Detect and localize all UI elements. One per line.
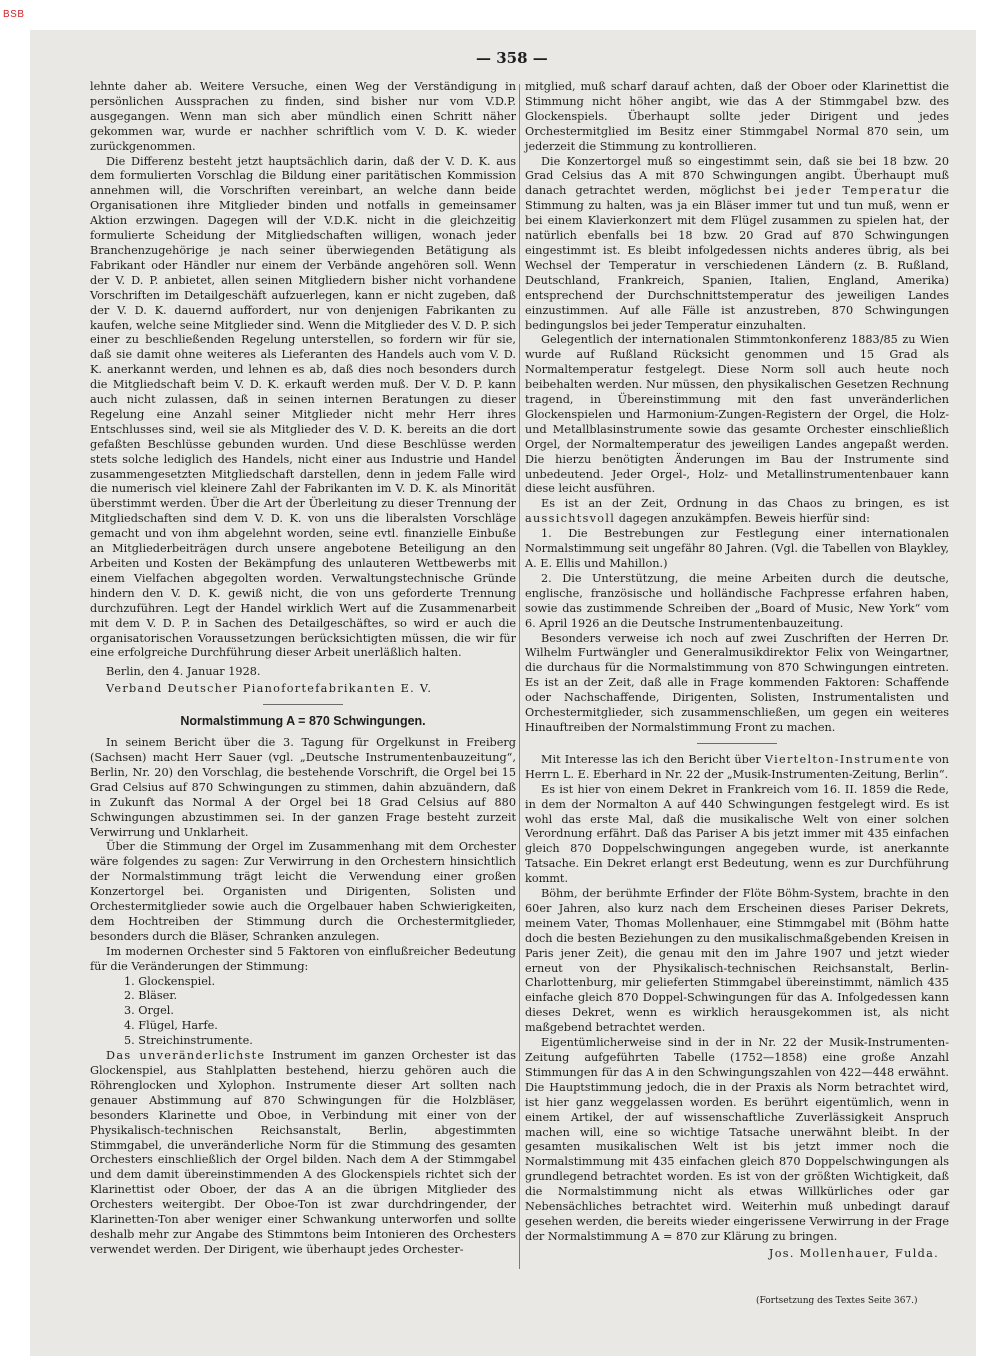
paragraph (525, 155, 949, 334)
paragraph: Böhm, der berühmte Erfinder der Flöte Böhm-System, brachte in den 60er Jahren, also kurz nach dem Erscheinen dieses Pariser Dekrets, meinem Vater, Thomas Mollenhauer, eine Stimmgabel mit (Böhm hatte doch die besten Beziehungen zu den musikalischmaßgebenden Kreisen in Paris jener Zeit), die genau mit den im Jahre 1907 und jetzt wieder erneut von der Physikalisch-technischen Reichsanstalt, Berlin-Charlottenburg, mir gelieferten Stimmgabel übereinstimmt, nämlich 435 einfache gleich 870 Doppel-Schwingungen für das A. Infolgedessen kann dieses Dekret, wenn es wirklich herausgekommen ist, als nicht maßgebend betrachtet werden. (525, 887, 949, 1035)
paragraph (90, 1049, 516, 1258)
spaced-emphasis: aussichtsvoll (525, 512, 616, 526)
separator (697, 743, 777, 744)
paragraph: Im modernen Orchester sind 5 Faktoren von einflußreicher Bedeutung für die Veränderungen der Stimmung: (90, 944, 516, 973)
continuation-note: (Fortsetzung des Textes Seite 367.) (756, 1296, 918, 1306)
paragraph-text: Instrument im ganzen Orchester ist das Glockenspiel, aus Stahlplatten bestehend, hierzu gehören auch die Röhrenglocken und Xylophon. Instrumente dieser Art sollten nach genauer Abstimmung auf 870 Schwingungen für die Holzbläser, besonders Klarinette und Oboe, in Verbindung mit einer von der Physikalisch-technischen Reichsanstalt, Berlin, abgestimmten Stimmgabel, die unveränderliche Norm für die Stimmung des gesamten Orchesters einschließlich der Orgel bilden. Nach dem A der Stimmgabel und dem damit übereinstimmenden A des Glockenspiels richtet sich der Klarinettist oder Oboer, der das A an die übrigen Mitglieder des Orchesters weitergibt. Der Oboe-Ton ist zwar durchdringender, der Klarinetten-Ton aber weniger einer Schwankung unterworfen und sollte deshalb mehr zur Angabe des Stimmtons beim Intonieren des Orchesters verwendet werden. Der Dirigent, wie überhaupt jedes Orchester- (90, 1049, 516, 1256)
association-signature: Verband Deutscher Pianofortefabrikanten E. V. (106, 682, 433, 696)
paragraph (525, 753, 949, 783)
paragraph: 2. Die Unterstützung, die meine Arbeiten durch die deutsche, englische, französische und holländische Fachpresse erfahren haben, sowie das zustimmende Schreiben der „Board of Music, New York“ vom 6. April 1926 an die Deutsche Instrumentenbauzeitung. (525, 571, 949, 630)
paragraph-text: Es ist an der Zeit, Ordnung in das Chaos zu bringen, es ist (541, 497, 949, 511)
paragraph: Gelegentlich der internationalen Stimmtonkonferenz 1883/85 zu Wien wurde auf Rußland Rücksicht genommen und 15 Grad als Normaltemperatur festgelegt. Diese Norm soll auch heute noch beibehalten werden. Nur müssen, den physikalischen Gesetzen Rechnung tragend, in Übereinstimmung mit den fast unveränderlichen Glockenspielen und Harmonium-Zungen-Registern der Orgel, die Holz- und Metallblasinstrumente sowie das gesamte Orchester einschließlich Orgel, der Normaltemperatur des jeweiligen Landes angepaßt werden. Die hierzu benötigten Änderungen im Bau der Instrumente sind unbedeutend. Jeder Orgel-, Holz- und Metallinstrumentenbauer kann diese leicht ausführen. (525, 333, 949, 496)
factor-list (124, 975, 516, 1050)
paragraph: Die Differenz besteht jetzt hauptsächlich darin, daß der V. D. K. aus dem formulierten Vorschlag die Bildung einer paritätischen Kommission annehmen will, die Vorschriften vereinbart, an welche dann beide Organisationen ihre Mitglieder binden und notfalls in gemeinsamer Aktion erzwingen. Dagegen will der V.D.K. nicht in die gleichzeitig formulierte Scheidung der Mitgliedschaften willigen, wonach jeder Branchenzugehörige je nach seiner überwiegenden Betätigung als Fabrikant oder Händler nur einem der Verbände angehören soll. Wenn der V. D. P. anbietet, allen seinen Mitgliedern bisher nicht vorhandene Vorschriften im Detailgeschäft aufzuerlegen, kann er nicht zugeben, daß der V. D. K. dauernd auffordert, nur von denjenigen Fabrikanten zu kaufen, welche seine Mitglieder sind. Wenn die Mitglieder des V. D. P. sich einer zu beschließenden Regelung unterstellen, so fordern wir für sie, daß sie damit ohne weiteres als Lieferanten des Handels auch vom V. D. K. anerkannt werden, und lehnen es ab, daß dies noch besonders durch die Mitgliedschaft beim V. D. K. erkauft werden muß. Der V. D. P. kann auch nicht zulassen, daß in seinen internen Beratungen zu dieser Regelung eine Anzahl seiner Mitglieder nicht mehr Herr ihres Entschlusses sind, weil sie als Mitglieder des V. D. K. bereits an die dort gefaßten Beschlüsse gebunden wurden. Und diese Beschlüsse werden stets solche lediglich des Handels, nicht einer aus Industrie und Handel zusammengesetzten Mitgliedschaft darstellen, denn in jedem Falle wird die numerisch viel kleinere Zahl der Fabrikanten im V. D. K. als Minorität überstimmt werden. Über die Art der Überleitung zu dieser Trennung der Mitgliedschaften sind dem V. D. K. von uns die liberalsten Vorschläge gemacht und von ihm abgelehnt worden, seine evtl. finanzielle Einbuße an Mitgliederbeiträgen durch unsere angebotene Beteiligung an den Arbeiten und Kosten der Bekämpfung des unlauteren Wettbewerbs mit einem Vielfachen abgegolten worden. Verwaltungstechnische Gründe hindern den V. D. K. gewiß nicht, die von uns geforderte Trennung durchzuführen. Legt der Handel wirklich Wert auf die Zusammenarbeit mit dem V. D. P. in Sachen des Detailgeschäftes, so wird er auch die organisatorischen Voraussetzungen berücksichtigten müssen, die wir für eine erfolgreiche Durchführung dieser Arbeit unerläßlich halten. (90, 154, 516, 660)
paragraph: lehnte daher ab. Weitere Versuche, einen Weg der Verständigung in persönlichen Aussprachen zu finden, sind bisher nur vom V.D.P. ausgegangen. Wenn man sich aber mündlich einen Schritt näher gekommen war, wurde er nachher schriftlich vom V. D. K. wieder zurückgenommen. (90, 80, 516, 153)
list-item: 4. Flügel, Harfe. (124, 1019, 218, 1033)
list-item: 2. Bläser. (124, 989, 178, 1003)
paragraph-text: Mit Interesse las ich den Bericht über (541, 752, 765, 766)
page-number: — 358 — (476, 49, 548, 67)
left-column (90, 80, 516, 1258)
paragraph: Es ist hier von einem Dekret in Frankreich vom 16. II. 1859 die Rede, in dem der Normalton A auf 440 Schwingungen festgelegt wird. Es ist wohl das erste Mal, daß die musikalische Welt von einer solchen Verordnung erfährt. Daß das Pariser A bis jetzt immer mit 435 einfachen gleich 870 Doppelschwingungen angegeben wurde, ist anerkannte Tatsache. Ein Dekret erlangt erst Bedeutung, wenn es zur Durchführung kommt. (525, 782, 949, 886)
paragraph-text: von Herrn L. E. Eberhard in Nr. 22 der „Musik-Instrumenten-Zeitung, Berlin“. (525, 752, 949, 781)
library-stamp: BSB (3, 9, 25, 20)
paragraph-text: dagegen anzukämpfen. Beweis hierfür sind: (615, 512, 870, 526)
author-signature: Jos. Mollenhauer, Fulda. (768, 1246, 939, 1260)
paragraph: 1. Die Bestrebungen zur Festlegung einer internationalen Normalstimmung seit ungefähr 80 Jahren. (Vgl. die Tabellen von Blaykley, A. E. Ellis und Mahillon.) (525, 527, 949, 570)
paragraph: mitglied, muß scharf darauf achten, daß der Oboer oder Klarinettist die Stimmung nicht höher angibt, wie das A der Stimmgabel bzw. des Glockenspiels. Überhaupt sollte jeder Dirigent und jedes Orchestermitglied im Besitz einer Stimmgabel Normal 870 sein, um jederzeit die Stimmung zu kontrollieren. (525, 80, 949, 153)
list-item: 3. Orgel. (124, 1004, 174, 1018)
separator (263, 704, 343, 705)
paragraph-text: die Stimmung zu halten, was ja ein Bläser immer tut und tun muß, wenn er bei einem Klavierkonzert mit dem Flügel zusammen zu spielen hat, der natürlich ebenfalls bei 18 bzw. 20 Grad auf 870 Schwingungen eingestimmt ist. Es bleibt infolgedessen nichts anderes übrig, als bei Wechsel der Temperatur in verschiedenen Ländern (z. B. Rußland, Deutschland, Frankreich, Spanien, Italien, England, Amerika) entsprechend der Durchschnittstemperatur des jeweiligen Landes einzustimmen. Auf alle Fälle ist anzustreben, 870 Schwingungen bedingungslos bei jeder Temperatur einzuhalten. (525, 184, 949, 332)
paragraph: Besonders verweise ich noch auf zwei Zuschriften der Herren Dr. Wilhelm Furtwängler und Generalmusikdirektor Felix von Weingartner, die durchaus für die Normalstimmung von 870 Schwingungen eintreten. Es ist an der Zeit, daß alle in Frage kommenden Faktoren: Schaffende oder Nachschaffende, Dirigenten, Solisten, Instrumentalisten und Orchestermitglieder, sich zusammenschließen, um gegen ein weiteres Hinauftreiben der Normalstimmung Front zu machen. (525, 631, 949, 734)
paragraph: Eigentümlicherweise sind in der in Nr. 22 der Musik-Instrumenten-Zeitung aufgeführten Tabelle (1752—1858) eine große Anzahl Stimmungen für das A in den Schwingungszahlen von 422—448 erwähnt. Die Hauptstimmung jedoch, die in der Praxis als Norm betrachtet wird, ist hier ganz weggelassen worden. Es berührt eigentümlich, wenn in einem Artikel, der auf wissenschaftliche Zuverlässigkeit Anspruch machen will, eine so wichtige Tatsache unerwähnt bleibt. In der gesamten musikalischen Welt ist bis jetzt immer noch die Normalstimmung mit 435 einfachen gleich 870 Doppelschwingungen als grundlegend betrachtet worden. Es ist von der größten Wichtigkeit, daß die Normalstimmung nicht als etwas Willkürliches oder gar Nebensächliches betrachtet wird. Weiterhin muß unbedingt darauf gesehen werden, die bereits wieder eingerissene Verwirrung in der Frage der Normalstimmung A = 870 zur Klärung zu bringen. (525, 1036, 949, 1243)
right-column (525, 80, 949, 1262)
list-item: 5. Streichinstrumente. (124, 1034, 253, 1048)
article-heading: Normalstimmung A = 870 Schwingungen. (180, 714, 426, 729)
paragraph: Über die Stimmung der Orgel im Zusammenhang mit dem Orchester wäre folgendes zu sagen: Zur Verwirrung in den Orchestern hinsichtlich der Normalstimmung trägt leicht die Verwendung einer großen Konzertorgel bei. Organisten und Dirigenten, Solisten und Orchestermitglieder sowie auch die Orgelbauer haben Schwierigkeiten, dem Hochtreiben der Stimmung durch die Orchestermitglieder, besonders durch die Bläser, Schranken anzulegen. (90, 840, 516, 943)
place-date: Berlin, den 4. Januar 1928. (106, 665, 261, 679)
paragraph: In seinem Bericht über die 3. Tagung für Orgelkunst in Freiberg (Sachsen) macht Herr Sauer (vgl. „Deutsche Instrumentenbauzeitung“, Berlin, Nr. 20) den Vorschlag, die bestehende Vorschrift, die Orgel bei 15 Grad Celsius auf 870 Schwingungen zu stimmen, dahin abzuändern, daß in Zukunft das Normal A der Orgel bei 18 Grad Celsius auf 880 Schwingungen abzustimmen sei. In der ganzen Frage besteht zurzeit Verwirrung und Unklarheit. (90, 736, 516, 839)
spaced-emphasis: Viertelton-Instrumente (764, 752, 925, 766)
list-item: 1. Glockenspiel. (124, 974, 216, 988)
paragraph (525, 497, 949, 527)
paragraph-text: Die Konzertorgel muß so eingestimmt sein, daß sie bei 18 bzw. 20 Grad Celsius das A mit 870 Schwingungen angibt. Überhaupt muß danach getrachtet werden, möglichst (525, 154, 949, 198)
spaced-emphasis: Das unveränderlichste (106, 1049, 266, 1063)
spaced-emphasis: bei jeder Temperatur (764, 184, 923, 198)
column-rule (519, 84, 520, 1269)
